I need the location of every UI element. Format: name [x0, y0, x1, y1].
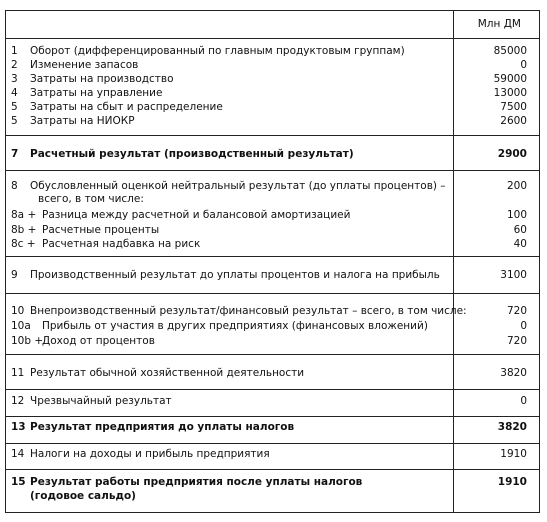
row-value: 85000 [493, 45, 527, 57]
row-label: Затраты на сбыт и распределение [30, 101, 223, 113]
row-value: 40 [513, 238, 527, 250]
row-value: 720 [506, 305, 527, 317]
row-label: Обусловленный оценкой нейтральный результат (до уплаты процентов) – [30, 180, 446, 192]
row-label: Результат обычной хозяйственной деятельности [30, 367, 305, 379]
row-value: 0 [520, 395, 527, 407]
table-row [6, 86, 541, 100]
table-row [6, 334, 541, 348]
table-row [6, 420, 541, 434]
row-label: Доход от процентов [42, 335, 155, 347]
row-label: Оборот (дифференцированный по главным продуктовым группам) [30, 45, 405, 57]
row-number: 7 [11, 148, 19, 160]
table-row [6, 366, 541, 380]
row-divider [6, 170, 539, 171]
table-row [6, 58, 541, 72]
row-value: 1910 [497, 476, 527, 488]
table-row [6, 100, 541, 114]
row-label: Производственный результат до уплаты процентов и налога на прибыль [30, 269, 440, 281]
row-value: 1910 [500, 448, 527, 460]
row-label: Результат предприятия до уплаты налогов [30, 421, 295, 433]
row-value: 2600 [500, 115, 527, 127]
row-value: 3820 [500, 367, 527, 379]
row-divider [6, 135, 539, 136]
row-number: 9 [11, 269, 18, 281]
row-number: 8a + [11, 209, 37, 221]
row-number: 12 [11, 395, 25, 407]
row-value: 59000 [493, 73, 527, 85]
row-number: 8b + [11, 224, 37, 236]
table-row [6, 304, 541, 318]
table-row [6, 72, 541, 86]
row-value: 0 [520, 59, 527, 71]
table-row [6, 268, 541, 282]
row-label: Налоги на доходы и прибыль предприятия [30, 448, 270, 460]
row-number: 10 [11, 305, 25, 317]
header-divider [6, 38, 539, 39]
row-divider [6, 354, 539, 355]
row-label: Внепроизводственный результат/финансовый результат – всего, в том числе: [30, 305, 467, 317]
row-label: Затраты на НИОКР [30, 115, 135, 127]
row-number: 14 [11, 448, 25, 460]
row-label: Изменение запасов [30, 59, 139, 71]
row-number: 5 [11, 115, 18, 127]
row-number: 11 [11, 367, 25, 379]
row-number: 4 [11, 87, 18, 99]
row-number: 8 [11, 180, 18, 192]
row-label: Расчетная надбавка на риск [42, 238, 201, 250]
table-row [6, 237, 541, 251]
row-number: 1 [11, 45, 18, 57]
row-label: Чрезвычайный результат [30, 395, 172, 407]
unit-header-cell [6, 17, 541, 31]
table-row-continuation [6, 192, 541, 206]
row-value: 60 [513, 224, 527, 236]
row-label: Затраты на управление [30, 87, 163, 99]
row-value: 7500 [500, 101, 527, 113]
row-divider [6, 256, 539, 257]
row-number: 10a [11, 320, 31, 332]
row-label: Расчетные проценты [42, 224, 160, 236]
table-row [6, 208, 541, 222]
row-label-continuation: (годовое сальдо) [30, 490, 136, 502]
table-row [6, 475, 541, 489]
row-number: 13 [11, 421, 26, 433]
row-label: Затраты на производство [30, 73, 174, 85]
row-label: Результат работы предприятия после уплаты налогов [30, 476, 363, 488]
row-number: 10b + [11, 335, 44, 347]
row-number: 15 [11, 476, 26, 488]
row-number: 5 [11, 101, 18, 113]
row-divider [6, 469, 539, 470]
row-number: 3 [11, 73, 18, 85]
table-row [6, 394, 541, 408]
table-row [6, 319, 541, 333]
table-row [6, 447, 541, 461]
table-row [6, 44, 541, 58]
row-value: 2900 [497, 148, 527, 160]
row-divider [6, 293, 539, 294]
profit-table [5, 10, 540, 513]
row-value: 3820 [497, 421, 527, 433]
row-divider [6, 416, 539, 417]
table-row [6, 179, 541, 193]
row-number: 2 [11, 59, 18, 71]
table-row [6, 147, 541, 161]
row-label: Разница между расчетной и балансовой амортизацией [42, 209, 351, 221]
row-divider [6, 443, 539, 444]
row-value: 100 [506, 209, 527, 221]
row-value: 0 [520, 320, 527, 332]
row-value: 200 [506, 180, 527, 192]
table-row [6, 114, 541, 128]
table-row [6, 223, 541, 237]
row-label-continuation: всего, в том числе: [38, 193, 144, 205]
row-value: 720 [506, 335, 527, 347]
row-number: 8c + [11, 238, 36, 250]
row-value: 13000 [493, 87, 527, 99]
row-divider [6, 389, 539, 390]
row-value: 3100 [500, 269, 527, 281]
unit-header: Млн ДМ [477, 18, 521, 30]
row-label: Расчетный результат (производственный результат) [30, 148, 354, 160]
table-row-continuation [6, 489, 541, 503]
row-label: Прибыль от участия в других предприятиях (финансовых вложений) [42, 320, 428, 332]
